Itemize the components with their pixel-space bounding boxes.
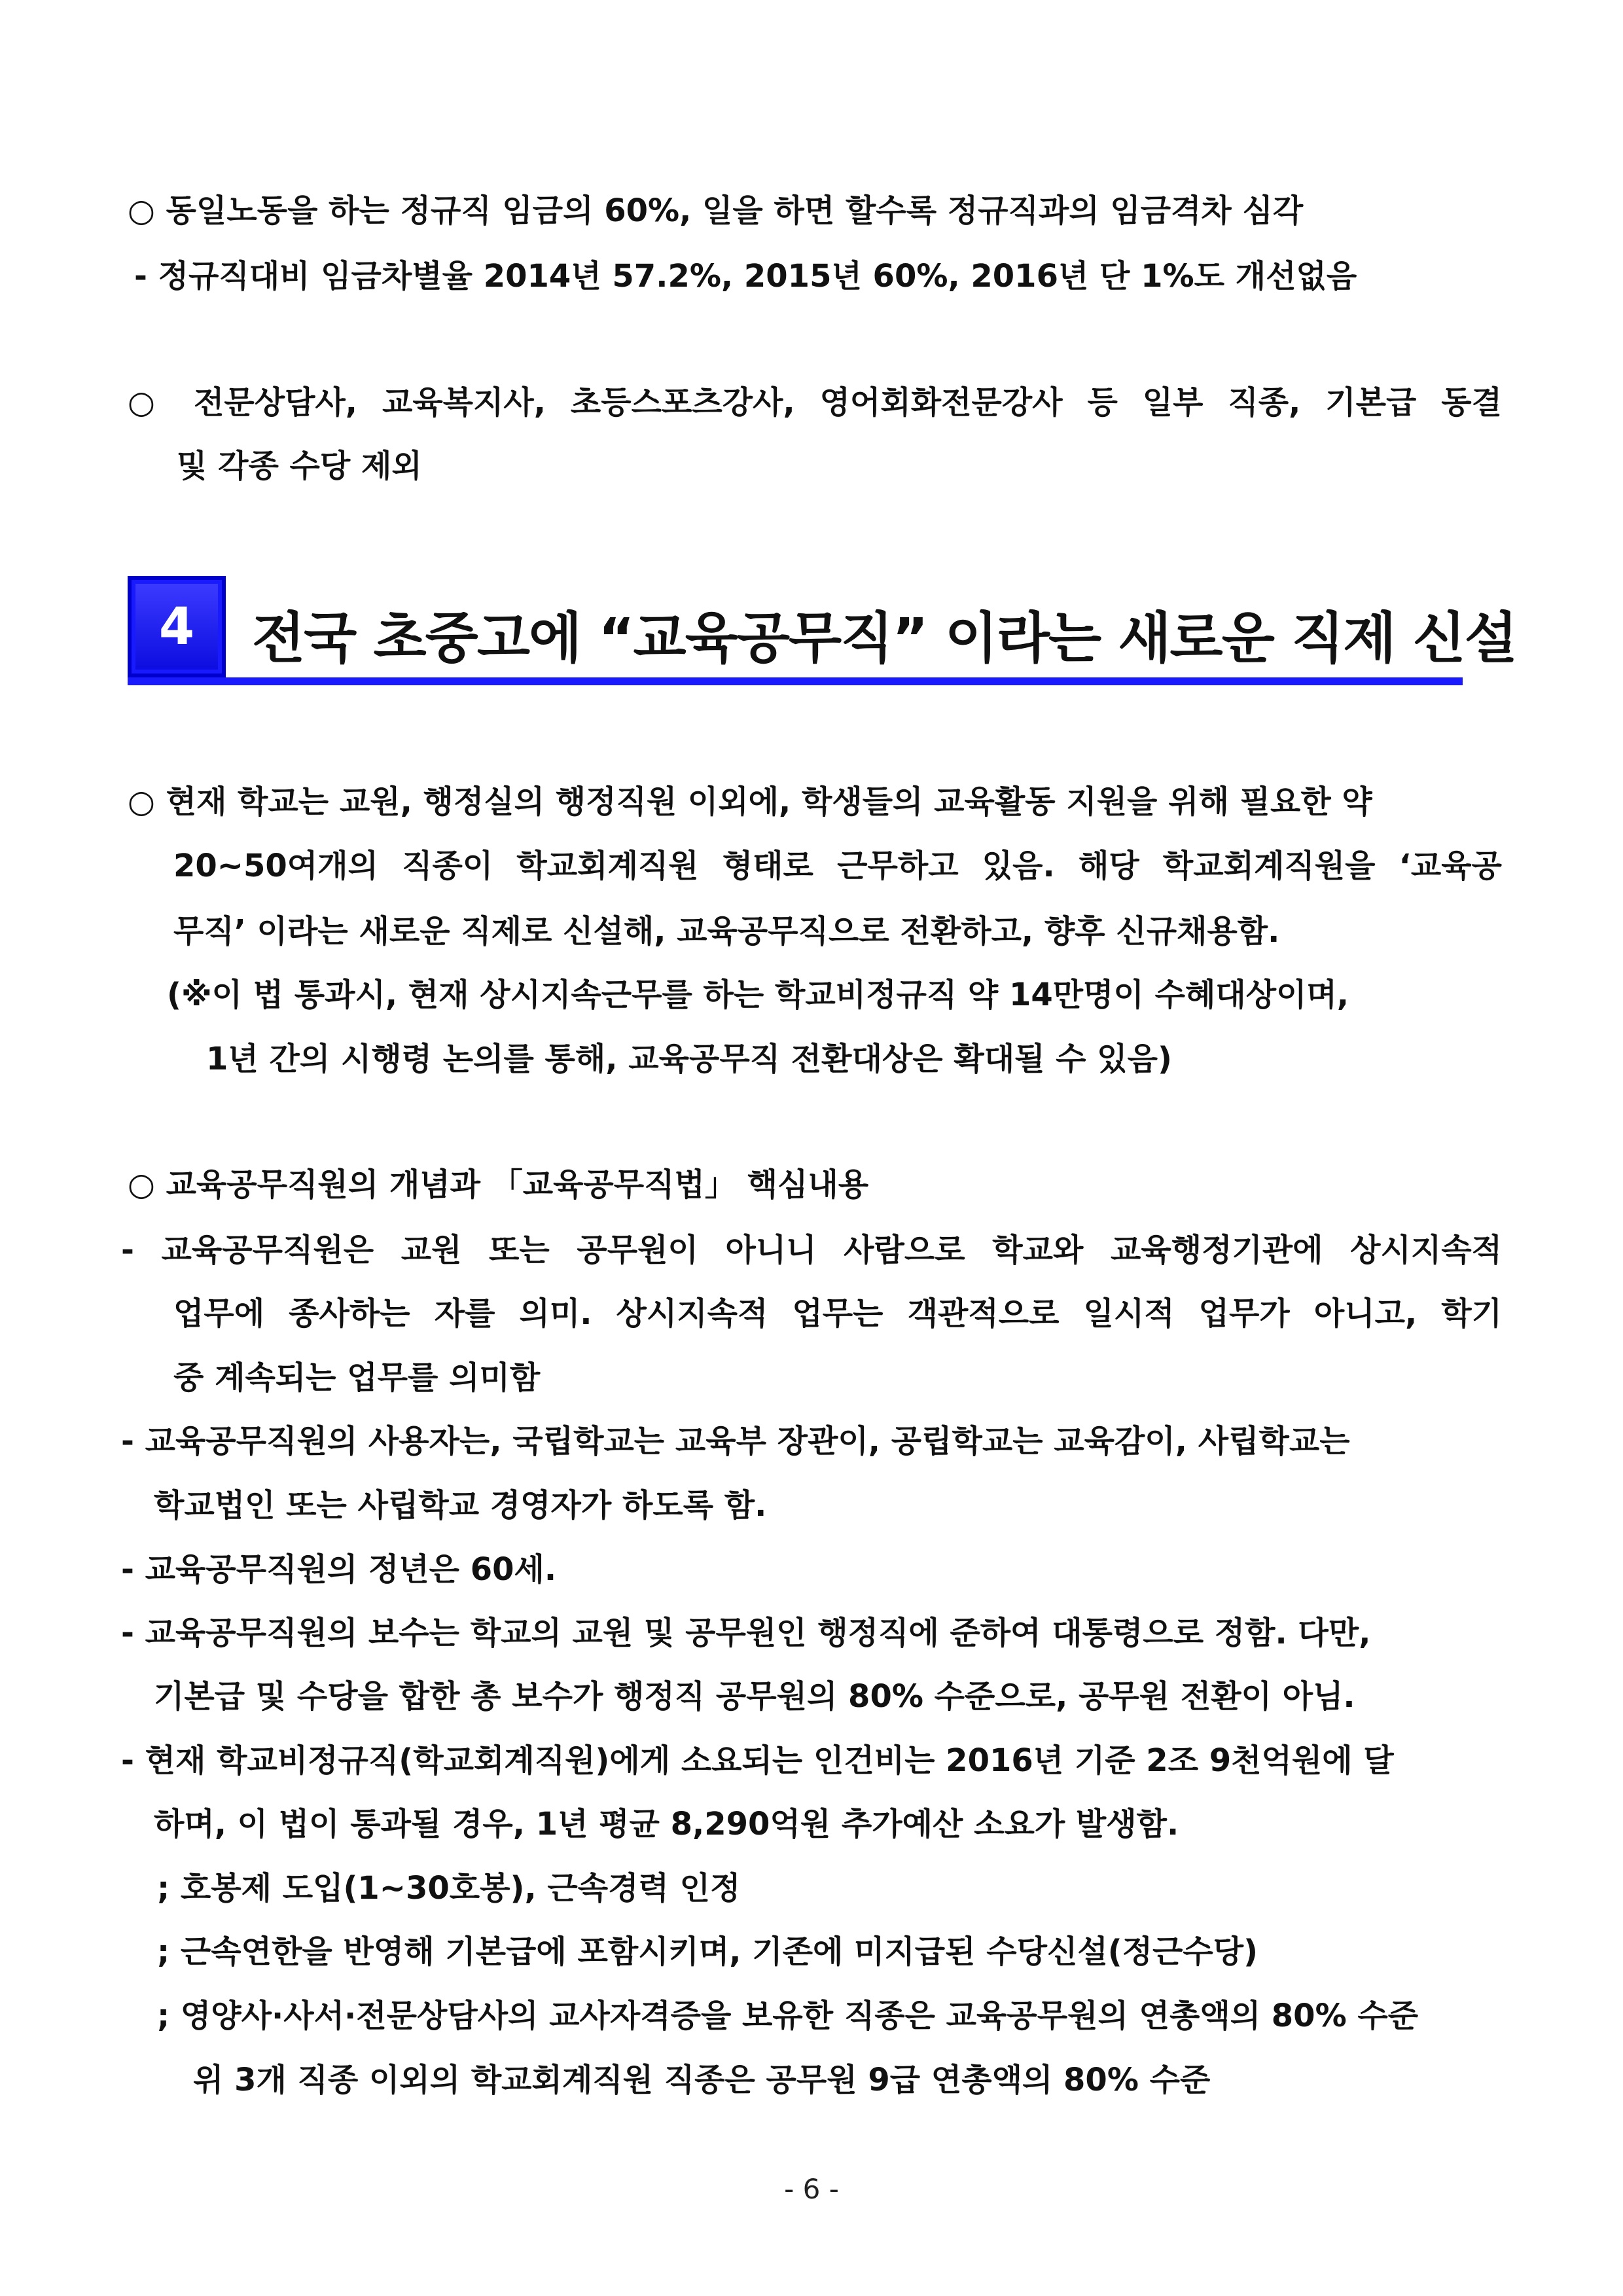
concept-item-other-jobs: 위 3개 직종 이외의 학교회계직원 직종은 공무원 9급 연총액의 80% 수준 — [193, 2062, 1211, 2098]
paragraph-current-line2: 20~50여개의 직종이 학교회계직원 형태로 근무하고 있음. 해당 학교회계직원을 ‘교육공 — [173, 848, 1502, 884]
paragraph-current-line1: ○ 현재 학교는 교원, 행정실의 행정직원 이외에, 학생들의 교육활동 지원을 위해 필요한 약 — [128, 783, 1372, 820]
concept-item-certified: ; 영양사·사서·전문상담사의 교사자격증을 보유한 직종은 교육공무원의 연총액의 80% 수준 — [157, 1998, 1419, 2034]
paragraph-excluded-jobs-line1: ○ 전문상담사, 교육복지사, 초등스포츠강사, 영어회화전문강사 등 일부 직종, 기본급 동결 — [128, 384, 1502, 421]
paragraph-wage-gap-detail: - 정규직대비 임금차별율 2014년 57.2%, 2015년 60%, 2016년 단 1%도 개선없음 — [134, 258, 1357, 295]
concept-definition-line2: 업무에 종사하는 자를 의미. 상시지속적 업무는 객관적으로 일시적 업무가 아니고, 학기 — [173, 1295, 1502, 1332]
concept-employer-line2: 학교법인 또는 사립학교 경영자가 하도록 함. — [154, 1487, 767, 1524]
paragraph-current-note-line2: 1년 간의 시행령 논의를 통해, 교육공무직 전환대상은 확대될 수 있음) — [206, 1041, 1172, 1077]
section-number-box — [128, 576, 226, 677]
paragraph-current-note-line1: (※이 법 통과시, 현재 상시지속근무를 하는 학교비정규직 약 14만명이 수혜대상이며, — [167, 977, 1349, 1013]
concept-item-seniority: ; 근속연한을 반영해 기본급에 포함시키며, 기존에 미지급된 수당신설(정근수당) — [157, 1933, 1258, 1970]
concept-retirement: - 교육공무직원의 정년은 60세. — [121, 1551, 557, 1588]
concept-budget-line2: 하며, 이 법이 통과될 경우, 1년 평균 8,290억원 추가예산 소요가 발생함. — [154, 1806, 1179, 1842]
concept-heading: ○ 교육공무직원의 개념과 「교육공무직법」 핵심내용 — [128, 1166, 869, 1203]
concept-pay-line1: - 교육공무직원의 보수는 학교의 교원 및 공무원인 행정직에 준하여 대통령으로 정함. 다만, — [121, 1615, 1371, 1651]
concept-pay-line2: 기본급 및 수당을 합한 총 보수가 행정직 공무원의 80% 수준으로, 공무원 전환이 아님. — [154, 1678, 1355, 1715]
concept-definition-line1: - 교육공무직원은 교원 또는 공무원이 아니니 사람으로 학교와 교육행정기관에 상시지속적 — [121, 1232, 1502, 1268]
concept-employer-line1: - 교육공무직원의 사용자는, 국립학교는 교육부 장관이, 공립학교는 교육감이, 사립학교는 — [121, 1423, 1350, 1460]
concept-item-step-system: ; 호봉제 도입(1~30호봉), 근속경력 인정 — [157, 1870, 741, 1907]
concept-definition-line3: 중 계속되는 업무를 의미함 — [173, 1359, 541, 1396]
paragraph-current-line3: 무직’ 이라는 새로운 직제로 신설해, 교육공무직으로 전환하고, 향후 신규채용함. — [173, 913, 1280, 950]
section-number: 4 — [135, 584, 218, 670]
page-number: - 6 - — [784, 2173, 839, 2205]
section-underline — [128, 677, 1463, 685]
paragraph-excluded-jobs-line2: 및 각종 수당 제외 — [177, 448, 422, 484]
concept-budget-line1: - 현재 학교비정규직(학교회계직원)에게 소요되는 인건비는 2016년 기준 2조 9천억원에 달 — [121, 1742, 1394, 1779]
section-title: 전국 초중고에 “교육공무직” 이라는 새로운 직제 신설 — [252, 606, 1516, 670]
section-header — [128, 576, 1516, 686]
paragraph-wage-gap: ○ 동일노동을 하는 정규직 임금의 60%, 일을 하면 할수록 정규직과의 임금격차 심각 — [128, 192, 1304, 229]
